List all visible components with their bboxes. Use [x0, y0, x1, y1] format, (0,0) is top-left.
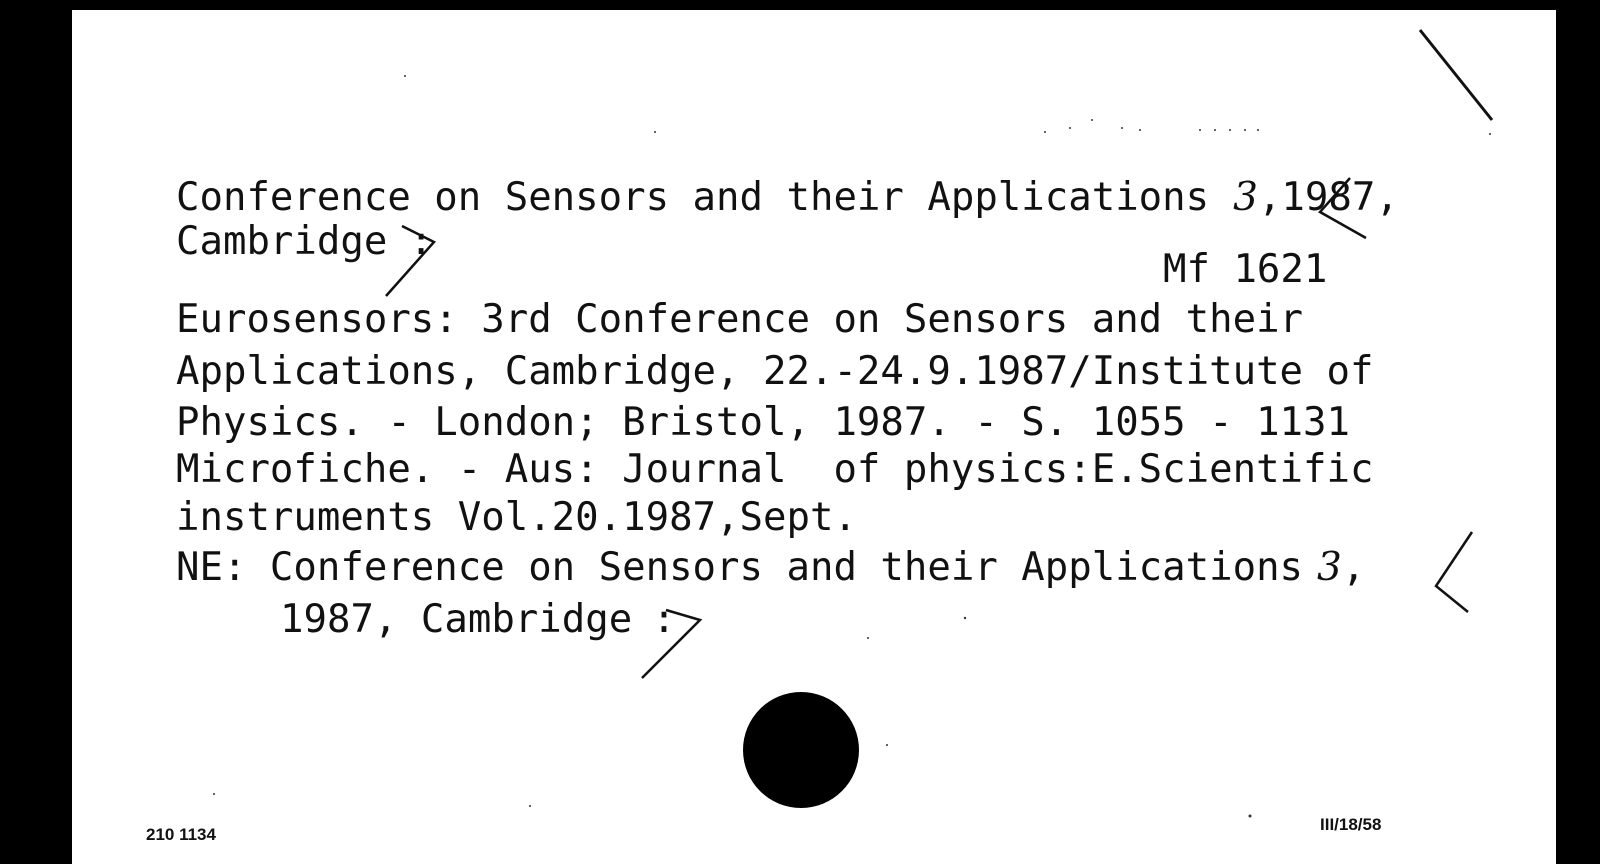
footer-left-number: 210 1134	[146, 825, 216, 844]
body-line-2: Applications, Cambridge, 22.-24.9.1987/Institute of	[176, 349, 1374, 394]
body-line-3: Physics. - London; Bristol, 1987. - S. 1055 - 1131	[176, 400, 1350, 445]
body-line-5: instruments Vol.20.1987,Sept.	[176, 495, 857, 540]
ne-line-1-text: NE: Conference on Sensors and their Applications	[176, 545, 1304, 590]
body-line-4: Microfiche. - Aus: Journal of physics:E.Scientific	[176, 447, 1374, 492]
body-line-1: Eurosensors: 3rd Conference on Sensors and their	[176, 297, 1304, 342]
ne-line-1	[176, 545, 1366, 590]
heading-line-1-text: Conference on Sensors and their Applications	[176, 175, 1210, 220]
footer-right-number: III/18/58	[1320, 815, 1382, 834]
heading-line-1-handwritten-number: 3	[1233, 175, 1258, 220]
ne-line-2-text: 1987, Cambridge	[280, 597, 633, 642]
heading-line-2-text: Cambridge	[176, 219, 388, 264]
ne-line-1-tail: ,	[1341, 545, 1366, 590]
heading-line-1	[176, 175, 1399, 220]
ne-line-2	[280, 597, 676, 642]
heading-line-2-tail: :	[409, 219, 433, 264]
heading-line-2	[176, 219, 433, 264]
ne-line-2-tail: :	[652, 597, 676, 642]
ne-line-1-handwritten-number: 3	[1317, 545, 1342, 590]
shelfmark: Mf 1621	[1163, 247, 1328, 292]
heading-line-1-tail: ,1987,	[1257, 175, 1399, 220]
